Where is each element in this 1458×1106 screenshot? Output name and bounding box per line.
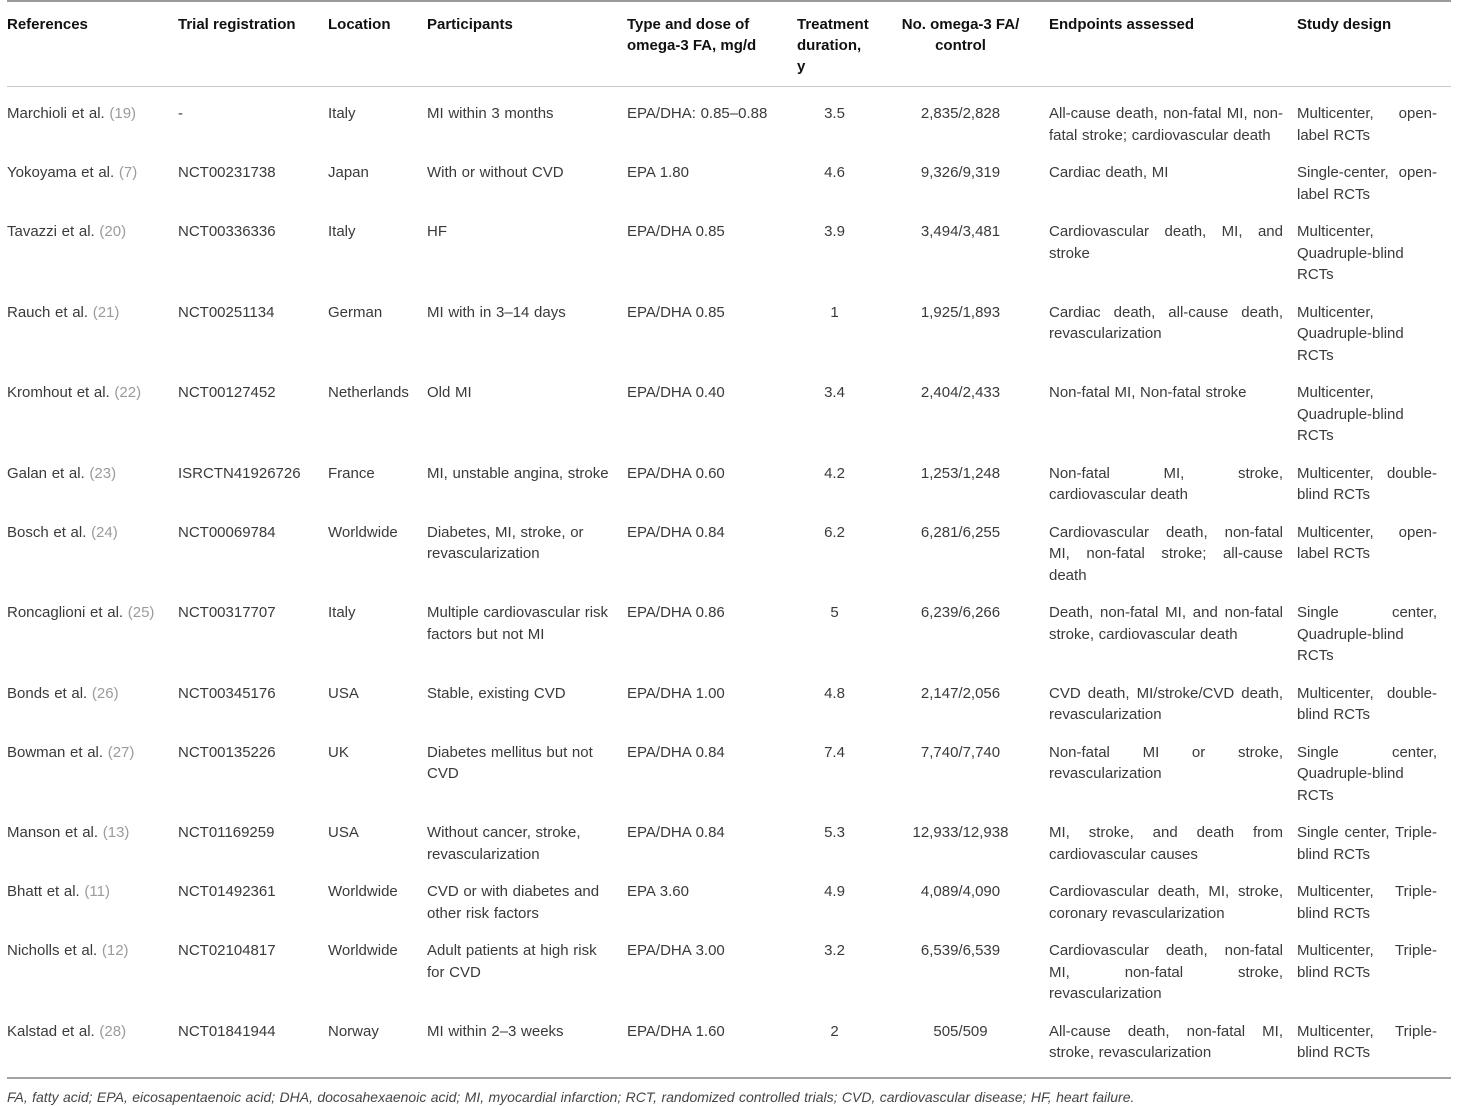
cell-n-control: 1,925/1,893 (920, 303, 1001, 321)
cell-endpoints: Non-fatal MI, Non-fatal stroke (1049, 384, 1247, 401)
cell-duration: 3.4 (824, 384, 845, 401)
cell-references (7, 149, 178, 208)
table-row (7, 1008, 1451, 1067)
cell-duration: 4.2 (824, 464, 845, 482)
cell-references (7, 87, 178, 150)
reference-author: Marchioli et al. (7, 105, 105, 122)
cell-n-control: 2,835/2,828 (920, 105, 1001, 122)
col-header-duration: Treatment duration, y (797, 1, 886, 87)
reference-citation-number: (7) (118, 164, 138, 181)
header-row (7, 1, 1451, 87)
cell-participants: Multiple cardiovascular risk factors but not MI (427, 604, 609, 643)
cell-duration: 3.2 (824, 942, 845, 959)
cell-n-control: 3,494/3,481 (920, 223, 1001, 240)
table-row (7, 670, 1451, 729)
cell-type-dose: EPA/DHA 0.85 (627, 223, 725, 240)
cell-study-design: Single-center, open-label RCTs (1297, 164, 1437, 203)
col-header-type-dose: Type and dose of omega-3 FA, mg/d (627, 1, 797, 87)
cell-duration: 3.9 (824, 223, 845, 240)
cell-type-dose: EPA/DHA 1.60 (627, 1022, 725, 1040)
cell-location: UK (328, 743, 349, 761)
reference-citation-number: (26) (91, 684, 119, 702)
cell-study-design: Multicenter, Triple-blind RCTs (1297, 1022, 1437, 1061)
cell-endpoints: Non-fatal MI or stroke, revascularization (1049, 743, 1283, 782)
reference-citation-number: (23) (89, 464, 117, 482)
cell-trial-registration: NCT01841944 (178, 1022, 276, 1040)
trials-table-body (7, 87, 1451, 1067)
table-row (7, 509, 1451, 590)
reference-citation-number: (27) (107, 743, 135, 761)
table-row (7, 589, 1451, 670)
table-row (7, 87, 1451, 150)
reference-author: Bosch et al. (7, 523, 87, 541)
cell-trial-registration: NCT00251134 (178, 303, 275, 321)
cell-endpoints: MI, stroke, and death from cardiovascular causes (1049, 824, 1283, 863)
col-header-trial-registration: Trial registration (178, 1, 328, 87)
cell-duration: 1 (830, 303, 839, 321)
cell-participants: Diabetes, MI, stroke, or revascularization (427, 523, 584, 562)
cell-duration: 6.2 (824, 523, 845, 541)
cell-duration: 5 (830, 604, 839, 621)
cell-endpoints: Cardiac death, all-cause death, revascularization (1049, 303, 1283, 342)
col-header-location: Location (328, 1, 427, 87)
cell-location: Italy (328, 604, 356, 621)
cell-participants: Old MI (427, 384, 472, 401)
reference-author: Bhatt et al. (7, 883, 80, 900)
cell-endpoints: Cardiovascular death, MI, stroke, coronary revascularization (1049, 883, 1283, 922)
reference-author: Bonds et al. (7, 684, 88, 702)
cell-location: USA (328, 684, 359, 702)
cell-study-design: Multicenter, Quadruple-blind RCTs (1297, 223, 1404, 283)
cell-references (7, 369, 178, 450)
table-row (7, 729, 1451, 810)
cell-type-dose: EPA/DHA: 0.85–0.88 (627, 105, 768, 122)
cell-n-control: 6,281/6,255 (920, 523, 1001, 541)
reference-citation-number: (22) (114, 384, 142, 401)
cell-n-control: 7,740/7,740 (920, 743, 1001, 761)
cell-participants: Adult patients at high risk for CVD (427, 942, 597, 981)
table-row (7, 809, 1451, 868)
cell-participants: MI, unstable angina, stroke (427, 464, 609, 482)
reference-citation-number: (12) (101, 942, 129, 959)
reference-author: Rauch et al. (7, 303, 89, 321)
cell-location: France (328, 464, 375, 482)
cell-trial-registration: NCT00345176 (178, 684, 276, 702)
cell-references (7, 927, 178, 1008)
cell-location: Worldwide (328, 523, 398, 541)
cell-duration: 2 (830, 1022, 839, 1040)
cell-endpoints: CVD death, MI/stroke/CVD death, revascularization (1049, 684, 1283, 723)
cell-participants: MI within 2–3 weeks (427, 1022, 564, 1040)
cell-type-dose: EPA/DHA 0.86 (627, 604, 725, 621)
cell-study-design: Multicenter, Triple-blind RCTs (1297, 942, 1437, 981)
table-row (7, 927, 1451, 1008)
table-row (7, 450, 1451, 509)
cell-type-dose: EPA/DHA 0.60 (627, 464, 725, 482)
col-header-participants: Participants (427, 1, 627, 87)
table-footnote: FA, fatty acid; EPA, eicosapentaenoic acid; DHA, docosahexaenoic acid; MI, myocardial infarction; RCT, randomized controlled trials; CVD, cardiovascular disease; HF, heart failure. (7, 1088, 1135, 1105)
cell-study-design: Multicenter, Quadruple-blind RCTs (1297, 303, 1404, 364)
cell-study-design: Multicenter, open-label RCTs (1297, 523, 1437, 562)
cell-duration: 4.8 (824, 684, 845, 702)
cell-n-control: 4,089/4,090 (920, 883, 1001, 900)
cell-participants: HF (427, 223, 447, 240)
table-row (7, 289, 1451, 370)
cell-participants: MI within 3 months (427, 105, 554, 122)
cell-location: Worldwide (328, 942, 398, 959)
cell-trial-registration: NCT00135226 (178, 743, 276, 761)
cell-trial-registration: NCT00336336 (178, 223, 276, 240)
cell-type-dose: EPA 1.80 (627, 164, 689, 181)
cell-location: German (328, 303, 383, 321)
cell-trial-registration: NCT00317707 (178, 604, 276, 621)
trials-table (7, 0, 1451, 1067)
cell-n-control: 505/509 (933, 1022, 988, 1040)
cell-type-dose: EPA/DHA 3.00 (627, 942, 725, 959)
reference-citation-number: (28) (99, 1022, 127, 1040)
reference-author: Kalstad et al. (7, 1022, 95, 1040)
cell-references (7, 868, 178, 927)
cell-duration: 4.9 (824, 883, 845, 900)
cell-trial-registration: NCT00231738 (178, 164, 276, 181)
cell-references (7, 509, 178, 590)
cell-n-control: 9,326/9,319 (920, 164, 1001, 181)
cell-duration: 3.5 (824, 105, 845, 122)
cell-location: Italy (328, 105, 356, 122)
cell-endpoints: Death, non-fatal MI, and non-fatal stroke, cardiovascular death (1049, 604, 1283, 643)
cell-participants: Diabetes mellitus but not CVD (427, 743, 593, 782)
cell-trial-registration: - (178, 105, 183, 122)
reference-citation-number: (24) (91, 523, 118, 541)
cell-location: Japan (328, 164, 369, 181)
cell-trial-registration: NCT01492361 (178, 883, 276, 900)
cell-duration: 4.6 (824, 164, 845, 181)
cell-location: Worldwide (328, 883, 398, 900)
reference-author: Galan et al. (7, 464, 85, 482)
cell-references (7, 729, 178, 810)
table-row (7, 208, 1451, 289)
cell-endpoints: All-cause death, non-fatal MI, stroke, revascularization (1049, 1022, 1283, 1061)
table-row (7, 149, 1451, 208)
cell-type-dose: EPA/DHA 0.84 (627, 743, 725, 761)
cell-references (7, 809, 178, 868)
cell-trial-registration: NCT01169259 (178, 824, 275, 841)
cell-endpoints: Cardiovascular death, MI, and stroke (1049, 223, 1283, 262)
cell-endpoints: Non-fatal MI, stroke, cardiovascular death (1049, 464, 1283, 503)
cell-participants: CVD or with diabetes and other risk factors (427, 883, 600, 922)
cell-type-dose: EPA/DHA 1.00 (627, 684, 725, 702)
reference-author: Roncaglioni et al. (7, 604, 124, 621)
cell-references (7, 1008, 178, 1067)
reference-citation-number: (13) (102, 824, 130, 841)
cell-participants: Without cancer, stroke, revascularization (427, 824, 581, 863)
reference-citation-number: (25) (127, 604, 155, 621)
col-header-n-control: No. omega-3 FA/ control (886, 1, 1049, 87)
col-header-references: References (7, 1, 178, 87)
cell-n-control: 2,147/2,056 (920, 684, 1001, 702)
cell-study-design: Single center, Quadruple-blind RCTs (1297, 743, 1437, 804)
cell-trial-registration: NCT00127452 (178, 384, 276, 401)
reference-citation-number: (21) (92, 303, 120, 321)
cell-participants: With or without CVD (427, 164, 564, 181)
cell-study-design: Single center, Triple-blind RCTs (1297, 824, 1437, 863)
table-row (7, 868, 1451, 927)
reference-author: Yokoyama et al. (7, 164, 115, 181)
cell-participants: MI with in 3–14 days (427, 303, 566, 321)
cell-endpoints: Cardiovascular death, non-fatal MI, non-fatal stroke; all-cause death (1049, 523, 1283, 584)
cell-endpoints: Cardiovascular death, non-fatal MI, non-fatal stroke, revascularization (1049, 942, 1283, 1002)
cell-trial-registration: NCT00069784 (178, 523, 276, 541)
cell-n-control: 6,239/6,266 (920, 604, 1001, 621)
cell-duration: 7.4 (824, 743, 845, 761)
cell-study-design: Multicenter, Quadruple-blind RCTs (1297, 384, 1404, 444)
cell-references (7, 670, 178, 729)
cell-type-dose: EPA/DHA 0.84 (627, 824, 725, 841)
cell-references (7, 450, 178, 509)
reference-author: Kromhout et al. (7, 384, 110, 401)
cell-study-design: Multicenter, open-label RCTs (1297, 105, 1437, 144)
cell-study-design: Single center, Quadruple-blind RCTs (1297, 604, 1437, 664)
reference-author: Nicholls et al. (7, 942, 98, 959)
cell-references (7, 208, 178, 289)
cell-study-design: Multicenter, double-blind RCTs (1297, 464, 1437, 503)
table-row (7, 369, 1451, 450)
reference-citation-number: (19) (109, 105, 137, 122)
reference-author: Manson et al. (7, 824, 99, 841)
reference-author: Bowman et al. (7, 743, 104, 761)
cell-endpoints: Cardiac death, MI (1049, 164, 1169, 181)
reference-author: Tavazzi et al. (7, 223, 95, 240)
cell-participants: Stable, existing CVD (427, 684, 566, 702)
cell-type-dose: EPA/DHA 0.40 (627, 384, 725, 401)
cell-n-control: 6,539/6,539 (920, 942, 1001, 959)
cell-references (7, 589, 178, 670)
cell-study-design: Multicenter, Triple-blind RCTs (1297, 883, 1437, 922)
cell-references (7, 289, 178, 370)
cell-duration: 5.3 (824, 824, 845, 841)
cell-n-control: 2,404/2,433 (920, 384, 1001, 401)
cell-trial-registration: NCT02104817 (178, 942, 276, 959)
cell-type-dose: EPA 3.60 (627, 883, 689, 900)
col-header-study-design: Study design (1297, 1, 1451, 87)
cell-location: USA (328, 824, 359, 841)
cell-location: Netherlands (328, 384, 409, 401)
col-header-endpoints: Endpoints assessed (1049, 1, 1297, 87)
cell-study-design: Multicenter, double-blind RCTs (1297, 684, 1437, 723)
cell-trial-registration: ISRCTN41926726 (178, 464, 301, 482)
reference-citation-number: (20) (99, 223, 127, 240)
cell-n-control: 1,253/1,248 (920, 464, 1001, 482)
cell-type-dose: EPA/DHA 0.84 (627, 523, 725, 541)
cell-location: Norway (328, 1022, 379, 1040)
cell-n-control: 12,933/12,938 (912, 824, 1009, 841)
cell-type-dose: EPA/DHA 0.85 (627, 303, 725, 321)
cell-location: Italy (328, 223, 356, 240)
cell-endpoints: All-cause death, non-fatal MI, non-fatal stroke; cardiovascular death (1049, 105, 1283, 144)
reference-citation-number: (11) (84, 883, 110, 900)
